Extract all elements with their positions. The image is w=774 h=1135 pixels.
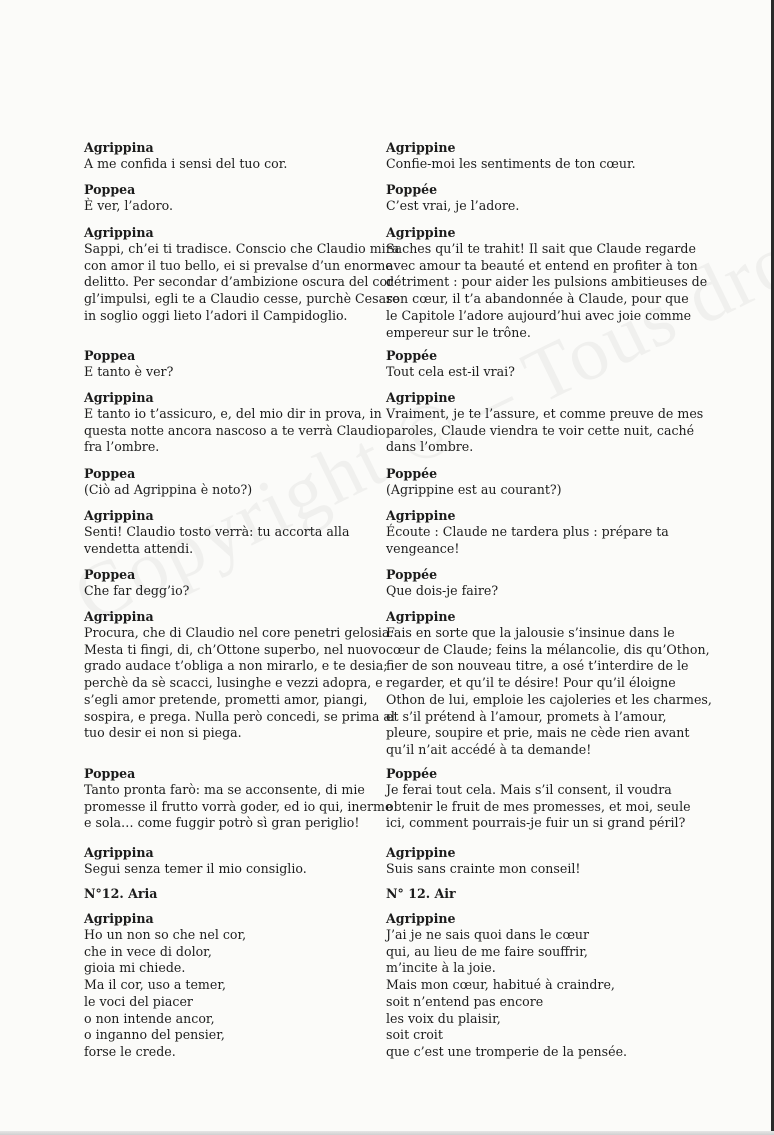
text-line: paroles, Claude viendra te voir cette nuit, caché — [386, 422, 695, 438]
speaker-name: Agrippine — [386, 140, 456, 155]
text-line: Saches qu’il te trahit! Il sait que Claude regarde — [386, 241, 696, 256]
text-line: o non intende ancor, — [84, 1010, 215, 1026]
dialogue-block — [386, 140, 686, 173]
text-line: J’ai je ne sais quoi dans le cœur — [386, 927, 590, 942]
speaker-name: Poppée — [386, 348, 438, 363]
text-line: o inganno del pensier, — [84, 1027, 225, 1043]
text-line: qui, au lieu de me faire souffrir, — [386, 943, 588, 959]
speaker-name: Agrippina — [84, 845, 154, 860]
text-line: fier de son nouveau titre, a osé t’interdire de le — [386, 658, 689, 674]
text-line: A me confida i sensi del tuo cor. — [84, 156, 288, 171]
dialogue-block — [386, 845, 686, 878]
text-line: soit croit — [386, 1027, 443, 1043]
text-line: delitto. Per secondar d’ambizione oscura del cor — [84, 274, 394, 290]
text-line: qu’il n’ait accédé à ta demande! — [386, 741, 592, 757]
dialogue-block — [84, 182, 374, 215]
dialogue-block — [386, 508, 686, 557]
text-line: le voci del piacer — [84, 993, 193, 1009]
text-line: empereur sur le trône. — [386, 324, 531, 340]
speaker-name: Poppea — [84, 348, 136, 363]
dialogue-block — [386, 348, 686, 381]
dialogue-block — [84, 140, 374, 173]
dialogue-block — [386, 609, 712, 759]
text-line: che in vece di dolor, — [84, 943, 212, 959]
dialogue-block — [386, 886, 686, 902]
dialogue-block — [386, 225, 708, 341]
text-line: détriment : pour aider les pulsions ambitieuses de — [386, 274, 708, 290]
speaker-name: Poppea — [84, 466, 136, 481]
speaker-name: Agrippina — [84, 225, 154, 240]
dialogue-block — [84, 609, 395, 742]
text-line: C’est vrai, je l’adore. — [386, 198, 520, 213]
text-line: tuo desir ei non si piega. — [84, 725, 242, 741]
speaker-name: Poppée — [386, 766, 438, 781]
text-line: Che far degg’io? — [84, 583, 190, 598]
text-line: Procura, che di Claudio nel core penetri gelosia. — [84, 625, 394, 640]
text-line: Mesta ti fingi, di, ch’Ottone superbo, nel nuovo — [84, 641, 386, 657]
text-line: È ver, l’adoro. — [84, 198, 173, 213]
text-line: dans l’ombre. — [386, 439, 474, 455]
speaker-name: Poppea — [84, 182, 136, 197]
text-line: E tanto io t’assicuro, e, del mio dir in prova, in — [84, 406, 382, 421]
text-line: sospira, e prega. Nulla però concedi, se prima al — [84, 708, 395, 724]
speaker-name: Poppée — [386, 182, 438, 197]
speaker-name: Agrippine — [386, 845, 456, 860]
speaker-name: Agrippine — [386, 911, 456, 926]
dialogue-block — [84, 567, 374, 600]
text-line: Suis sans crainte mon conseil! — [386, 861, 581, 876]
text-line: et s’il prétend à l’amour, promets à l’amour, — [386, 708, 667, 724]
speaker-name: Poppea — [84, 567, 136, 582]
text-line: Fais en sorte que la jalousie s’insinue dans le — [386, 625, 675, 640]
text-line: vendetta attendi. — [84, 540, 194, 556]
speaker-name: Poppea — [84, 766, 136, 781]
dialogue-block — [386, 567, 686, 600]
text-line: Je ferai tout cela. Mais s’il consent, il voudra — [386, 782, 672, 797]
speaker-name: Agrippina — [84, 508, 154, 523]
text-line: gioia mi chiede. — [84, 960, 186, 976]
text-line: E tanto è ver? — [84, 364, 174, 379]
dialogue-block — [84, 466, 374, 499]
dialogue-block — [386, 911, 686, 1061]
text-line: que c’est une tromperie de la pensée. — [386, 1043, 628, 1059]
dialogue-block — [386, 466, 686, 499]
dialogue-block — [84, 390, 386, 456]
dialogue-block — [84, 886, 374, 902]
text-line: con amor il tuo bello, ei si prevalse d’un enorme — [84, 257, 393, 273]
text-line: e sola… come fuggir potrò sì gran periglio! — [84, 815, 360, 831]
dialogue-block — [84, 911, 374, 1061]
number-heading: N° 12. Air — [386, 886, 456, 901]
text-line: Senti! Claudio tosto verrà: tu accorta alla — [84, 524, 350, 539]
speaker-name: Poppée — [386, 466, 438, 481]
dialogue-block — [84, 508, 374, 557]
text-line: le Capitole l’adore aujourd’hui avec joie comme — [386, 307, 692, 323]
text-line: Sappi, ch’ei ti tradisce. Conscio che Claudio mira — [84, 241, 400, 256]
dialogue-block — [386, 182, 686, 215]
text-line: Segui senza temer il mio consiglio. — [84, 861, 307, 876]
dialogue-block — [84, 225, 400, 325]
text-line: soit n’entend pas encore — [386, 993, 544, 1009]
text-line: ici, comment pourrais-je fuir un si grand péril? — [386, 815, 686, 831]
speaker-name: Agrippine — [386, 225, 456, 240]
text-line: Confie-moi les sentiments de ton cœur. — [386, 156, 636, 171]
text-line: Tanto pronta farò: ma se acconsente, di mie — [84, 782, 365, 797]
text-line: Écoute : Claude ne tardera plus : prépare ta — [386, 524, 669, 539]
text-line: cœur de Claude; feins la mélancolie, dis qu’Othon, — [386, 641, 710, 657]
text-line: obtenir le fruit de mes promesses, et moi, seule — [386, 798, 691, 814]
text-line: son cœur, il t’a abandonnée à Claude, pour que — [386, 291, 689, 307]
speaker-name: Agrippina — [84, 140, 154, 155]
speaker-name: Agrippina — [84, 911, 154, 926]
text-line: forse le crede. — [84, 1043, 176, 1059]
speaker-name: Agrippina — [84, 609, 154, 624]
dialogue-block — [84, 348, 374, 381]
speaker-name: Agrippina — [84, 390, 154, 405]
text-line: Othon de lui, emploie les cajoleries et les charmes, — [386, 691, 712, 707]
text-line: m’incite à la joie. — [386, 960, 496, 976]
dialogue-block — [386, 390, 704, 456]
text-line: s’egli amor pretende, prometti amor, piangi, — [84, 691, 368, 707]
number-heading: N°12. Aria — [84, 886, 158, 901]
text-line: (Ciò ad Agrippina è noto?) — [84, 482, 253, 497]
text-line: questa notte ancora nascoso a te verrà Claudio — [84, 422, 386, 438]
text-line: gl’impulsi, egli te a Claudio cesse, purchè Cesare — [84, 291, 400, 307]
text-line: in soglio oggi lieto l’adori il Campidoglio. — [84, 307, 348, 323]
text-line: Que dois-je faire? — [386, 583, 499, 598]
text-line: pleure, soupire et prie, mais ne cède rien avant — [386, 725, 690, 741]
text-line: vengeance! — [386, 540, 460, 556]
text-line: Vraiment, je te l’assure, et comme preuve de mes — [386, 406, 704, 421]
text-line: Mais mon cœur, habitué à craindre, — [386, 977, 615, 993]
text-line: (Agrippine est au courant?) — [386, 482, 562, 497]
scan-edge-bottom — [0, 1131, 774, 1135]
dialogue-block — [84, 845, 374, 878]
text-line: les voix du plaisir, — [386, 1010, 501, 1026]
speaker-name: Poppée — [386, 567, 438, 582]
text-line: fra l’ombre. — [84, 439, 160, 455]
speaker-name: Agrippine — [386, 508, 456, 523]
text-line: perchè da sè scacci, lusinghe e vezzi adopra, e — [84, 675, 383, 691]
speaker-name: Agrippine — [386, 609, 456, 624]
text-line: regarder, et qu’il te désire! Pour qu’il éloigne — [386, 675, 676, 691]
text-line: Ma il cor, uso a temer, — [84, 977, 226, 993]
dialogue-block — [386, 766, 691, 832]
speaker-name: Agrippine — [386, 390, 456, 405]
text-line: Tout cela est-il vrai? — [386, 364, 515, 379]
dialogue-block — [84, 766, 393, 832]
text-line: avec amour ta beauté et entend en profiter à ton — [386, 257, 698, 273]
text-line: grado audace t’obliga a non mirarlo, e te desia; — [84, 658, 388, 674]
text-line: promesse il frutto vorrà goder, ed io qui, inerme — [84, 798, 393, 814]
text-line: Ho un non so che nel cor, — [84, 927, 247, 942]
